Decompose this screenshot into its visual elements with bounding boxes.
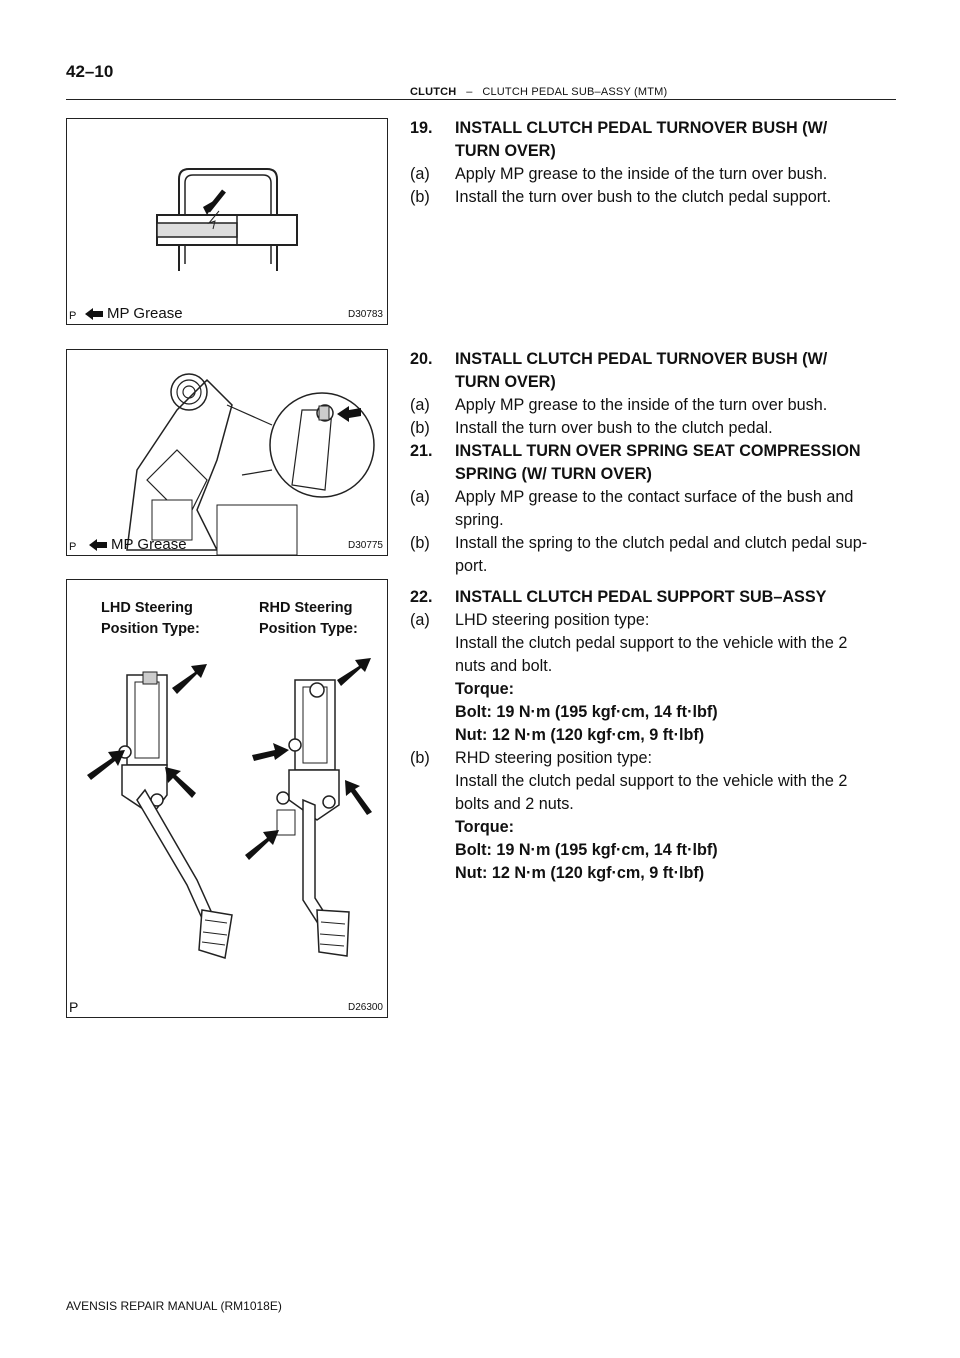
substep-text: Install the clutch pedal support to the vehicle with the 2 xyxy=(455,772,848,790)
figure-legend xyxy=(85,305,183,322)
pedal-bush-illustration xyxy=(67,350,387,555)
substep-label: (b) xyxy=(410,188,430,206)
torque-nut: Nut: 12 N·m (120 kgf·cm, 9 ft·lbf) xyxy=(455,726,705,744)
rhd-label: RHD Steering Position Type: xyxy=(259,600,358,637)
substep-text: Apply MP grease to the contact surface of the bush and xyxy=(455,488,854,506)
turnover-bush-illustration xyxy=(67,119,387,324)
header-title xyxy=(410,86,667,98)
figure-pedal-bush xyxy=(66,349,388,556)
figure-pedal-support xyxy=(66,579,388,1018)
substep-label: (a) xyxy=(410,396,430,414)
substep-text: Install the clutch pedal support to the vehicle with the 2 xyxy=(455,634,848,652)
figure-marker: P xyxy=(69,541,77,553)
substep-text: Install the spring to the clutch pedal and clutch pedal sup- xyxy=(455,534,868,552)
substep-label: (b) xyxy=(410,749,430,767)
step-title: INSTALL CLUTCH PEDAL TURNOVER BUSH (W/ xyxy=(455,350,828,368)
rhd-pedal-assembly xyxy=(277,680,349,956)
torque-bolt: Bolt: 19 N·m (195 kgf·cm, 14 ft·lbf) xyxy=(455,841,718,859)
lhd-label: LHD Steering Position Type: xyxy=(101,600,200,637)
substep-text: Apply MP grease to the inside of the turn over bush. xyxy=(455,396,828,414)
step-title: INSTALL CLUTCH PEDAL TURNOVER BUSH (W/ xyxy=(455,119,828,137)
substep-label: (a) xyxy=(410,488,430,506)
substep-text: port. xyxy=(455,557,488,575)
header-rule xyxy=(66,99,896,100)
header-subject: CLUTCH PEDAL SUB–ASSY (MTM) xyxy=(482,86,668,98)
figure-code: D30783 xyxy=(347,309,383,320)
figure-code: D30775 xyxy=(347,540,383,551)
substep-label: (b) xyxy=(410,419,430,437)
substep-label: (a) xyxy=(410,165,430,183)
torque-label: Torque: xyxy=(455,818,515,836)
substep-text: nuts and bolt. xyxy=(455,657,553,675)
substep-heading: LHD steering position type: xyxy=(455,611,650,629)
lhd-pedal-assembly xyxy=(119,672,232,958)
arrow-icon xyxy=(89,539,107,551)
legend-label: MP Grease xyxy=(111,536,187,553)
substep-text: Apply MP grease to the inside of the turn over bush. xyxy=(455,165,828,183)
step-title: SPRING (W/ TURN OVER) xyxy=(455,465,652,483)
substep-label: (a) xyxy=(410,611,430,629)
arrow-icon xyxy=(85,308,103,320)
torque-label: Torque: xyxy=(455,680,515,698)
torque-bolt: Bolt: 19 N·m (195 kgf·cm, 14 ft·lbf) xyxy=(455,703,718,721)
substep-text: Install the turn over bush to the clutch pedal. xyxy=(455,419,773,437)
step-number: 20. xyxy=(410,350,433,368)
substep-heading: RHD steering position type: xyxy=(455,749,653,767)
step-number: 19. xyxy=(410,119,433,137)
step-title: TURN OVER) xyxy=(455,373,556,391)
step-21 xyxy=(410,440,896,486)
figure-legend xyxy=(89,536,187,553)
substep-text: Install the turn over bush to the clutch pedal support. xyxy=(455,188,832,206)
substep-label: (b) xyxy=(410,534,430,552)
figure-marker: P xyxy=(69,310,77,322)
figure-marker: P xyxy=(69,999,79,1015)
figure-code: D26300 xyxy=(347,1002,383,1013)
footer-manual-title: AVENSIS REPAIR MANUAL (RM1018E) xyxy=(66,1299,282,1313)
torque-nut: Nut: 12 N·m (120 kgf·cm, 9 ft·lbf) xyxy=(455,864,705,882)
pedal-support-illustration xyxy=(67,580,387,1017)
step-title: TURN OVER) xyxy=(455,142,556,160)
step-title: INSTALL CLUTCH PEDAL SUPPORT SUB–ASSY xyxy=(455,588,827,606)
substep-text: spring. xyxy=(455,511,504,529)
step-title: INSTALL TURN OVER SPRING SEAT COMPRESSION xyxy=(455,442,861,460)
header-section: CLUTCH xyxy=(410,86,457,98)
step-20 xyxy=(410,348,896,885)
page-number: 42–10 xyxy=(66,62,114,81)
header-separator: – xyxy=(466,86,473,98)
step-number: 22. xyxy=(410,588,433,606)
step-19 xyxy=(410,117,896,209)
step-number: 21. xyxy=(410,442,433,460)
step-22 xyxy=(410,586,896,609)
figure-turnover-bush xyxy=(66,118,388,325)
legend-label: MP Grease xyxy=(107,305,183,322)
substep-text: bolts and 2 nuts. xyxy=(455,795,574,813)
